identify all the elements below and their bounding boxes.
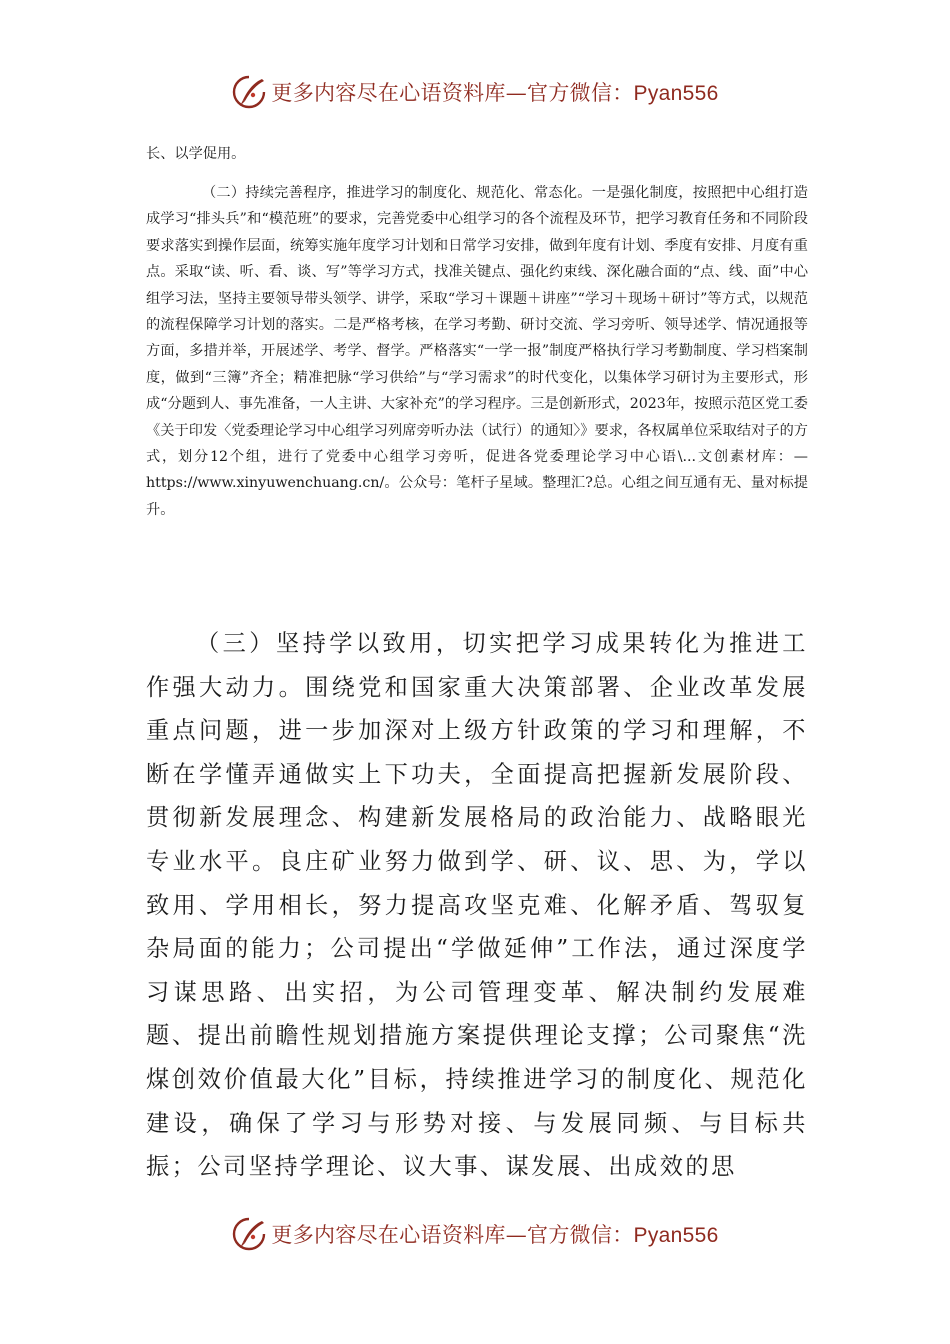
quill-logo-icon: [231, 74, 267, 110]
watermark-text: 更多内容尽在心语资料库: [271, 81, 506, 105]
paragraph-tail: 长、以学促用。: [146, 146, 246, 162]
paragraph-three: （三）坚持学以致用，切实把学习成果转化为推进工作强大动力。围绕党和国家重大决策部署、企业改革发展重点问题，进一步加深对上级方针政策的学习和理解，不断在学懂弄通做实上下功夫，全面提高把握新发展阶段、贯彻新发展理念、构建新发展格局的政治能力、战略眼光专业水平。良庄矿业努力做到学、研、议、思、为，学以致用、学用相长，努力提高攻坚克难、化解矛盾、驾驭复杂局面的能力；公司提出“学做延伸”工作法，通过深度学习谋思路、出实招，为公司管理变革、解决制约发展难题、提出前瞻性规划措施方案提供理论支撑；公司聚焦“洗煤创效价值最大化”目标，持续推进学习的制度化、规范化建设，确保了学习与形势对接、与发展同频、与目标共振；公司坚持学理论、议大事、谋发展、出成效的思: [146, 630, 808, 1181]
watermark-separator: —: [505, 81, 528, 105]
footer-watermark: [0, 1212, 950, 1256]
watermark-wechat-id: Pyan556: [633, 82, 719, 105]
watermark-text-line: [271, 77, 718, 107]
watermark-wechat-id: Pyan556: [633, 1224, 719, 1247]
watermark-text: 更多内容尽在心语资料库: [271, 1223, 506, 1247]
paragraph-two: （二）持续完善程序，推进学习的制度化、规范化、常态化。一是强化制度，按照把中心组打造成学习“排头兵”和“模范班”的要求，完善党委中心组学习的各个流程及环节，把学习教育任务和不同阶段要求落实到操作层面，统筹实施年度学习计划和日常学习安排，做到年度有计划、季度有安排、月度有重点。采取“读、听、看、谈、写”等学习方式，找准关键点、强化约束线、深化融合面的“点、线、面”中心组学习法，坚持主要领导带头领学、讲学，采取“学习＋课题＋讲座”“学习＋现场＋研讨”等方式，以规范的流程保障学习计划的落实。二是严格考核，在学习考勤、研讨交流、学习旁听、领导述学、情况通报等方面，多措并举，开展述学、考学、督学。严格落实“一学一报”制度严格执行学习考勤制度、学习档案制度，做到“三簿”齐全；精准把脉“学习供给”与“学习需求”的时代变化，以集体学习研讨为主要形式，形成“分题到人、事先准备，一人主讲、大家补充”的学习程序。三是创新形式，2023年，按照示范区党工委《关于印发〈党委理论学习中心组学习列席旁听办法（试行）的通知〉》要求，各权属单位采取结对子的方式，划分12个组，进行了党委中心组学习旁听，促进各党委理论学习中心语\...文创素材库：—https://www.xinyuwenchuang.cn/。公众号：笔杆子星域。整理汇?总。心组之间互通有无、量对标提升。: [146, 185, 809, 518]
watermark-wechat-label: 官方微信：: [527, 81, 634, 105]
watermark-separator: —: [505, 1223, 528, 1247]
watermark-text-line: [271, 1219, 718, 1249]
quill-logo-icon: [231, 1216, 267, 1252]
header-watermark: [0, 70, 950, 114]
watermark-wechat-label: 官方微信：: [527, 1223, 634, 1247]
